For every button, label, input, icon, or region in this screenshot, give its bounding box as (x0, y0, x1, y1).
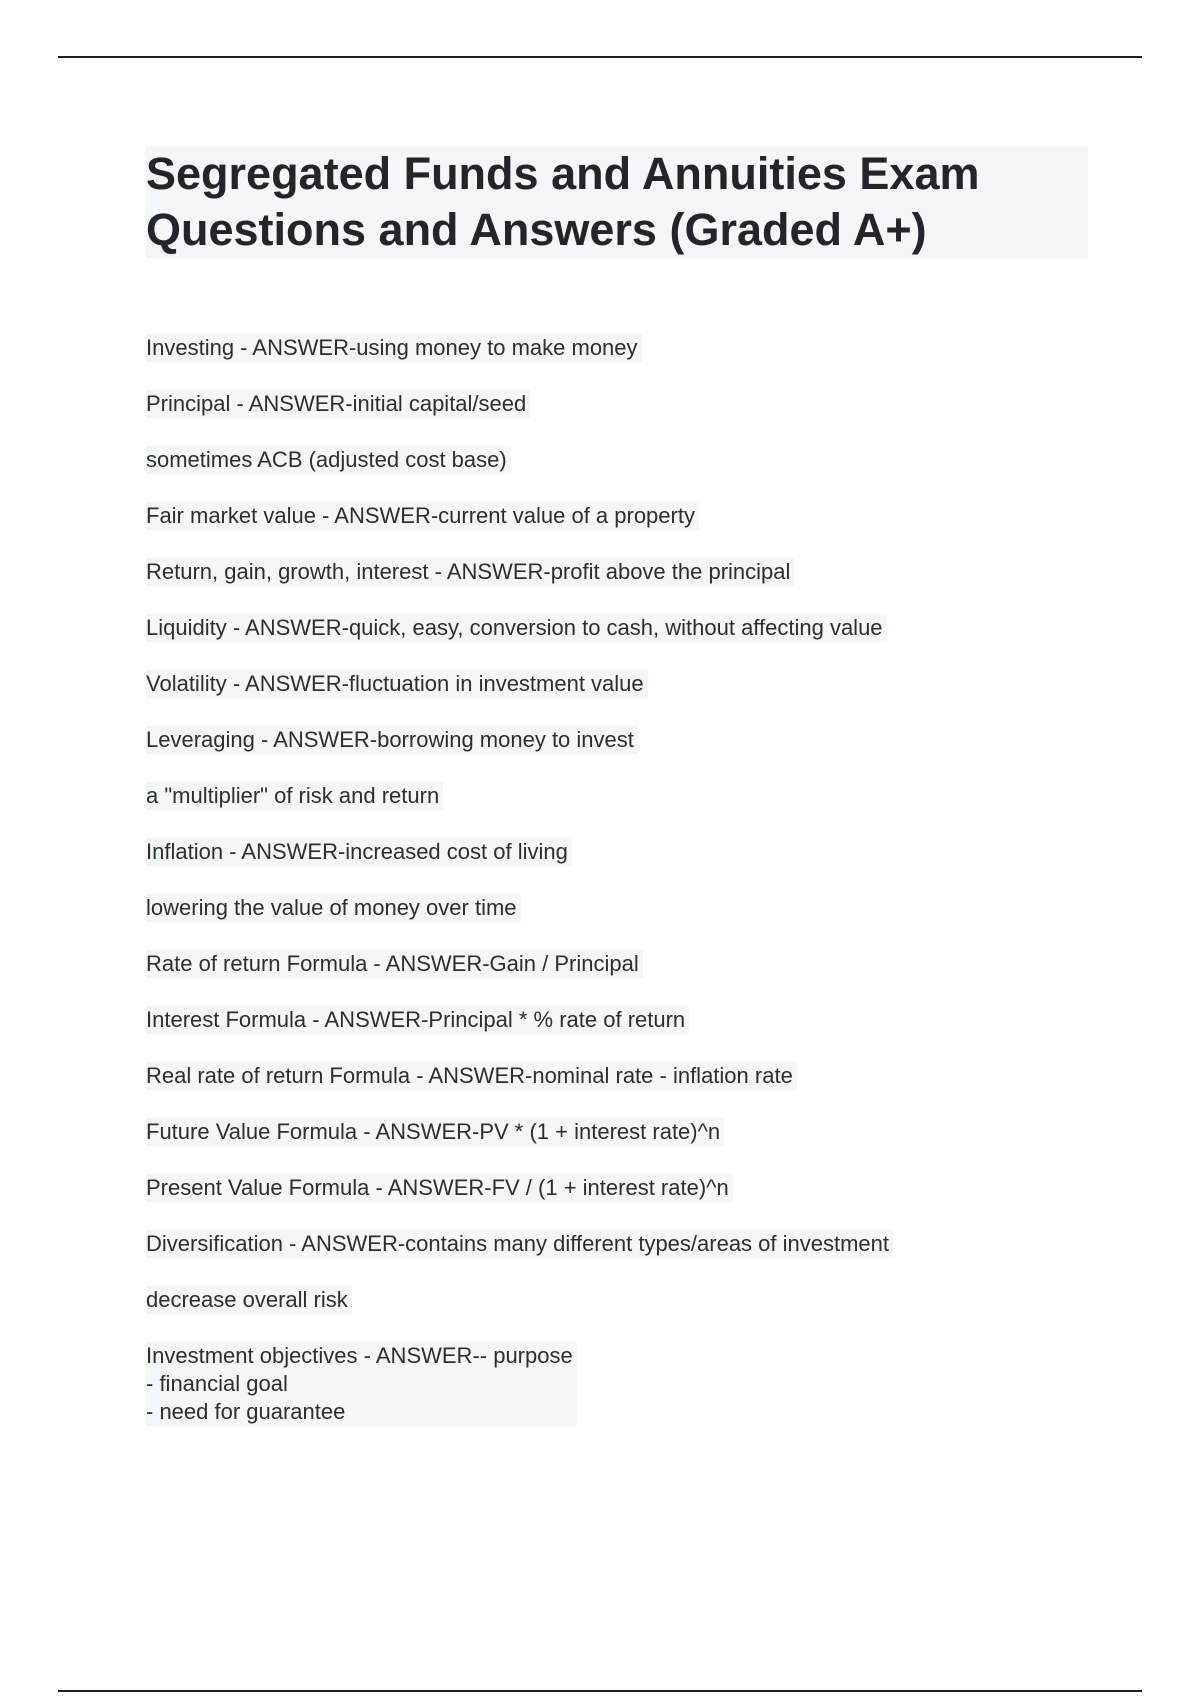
entry-text: Investing - ANSWER-using money to make money (146, 334, 642, 362)
list-item (146, 950, 1106, 1006)
title-line-1: Segregated Funds and Annuities Exam (146, 148, 980, 199)
entry-text: Real rate of return Formula - ANSWER-nominal rate - inflation rate (146, 1062, 797, 1090)
entry-line: - need for guarantee (146, 1399, 346, 1424)
qa-list (146, 334, 1106, 1426)
entry-text: sometimes ACB (adjusted cost base) (146, 446, 511, 474)
list-item (146, 782, 1106, 838)
list-item (146, 1062, 1106, 1118)
entry-text: Return, gain, growth, interest - ANSWER-profit above the principal (146, 558, 794, 586)
entry-line: Investment objectives - ANSWER-- purpose (146, 1343, 573, 1368)
list-item (146, 390, 1106, 446)
list-item (146, 334, 1106, 390)
entry-text: Present Value Formula - ANSWER-FV / (1 + interest rate)^n (146, 1174, 733, 1202)
list-item (146, 1118, 1106, 1174)
title-line-2: Questions and Answers (Graded A+) (146, 204, 927, 255)
top-divider (58, 56, 1142, 58)
title-block (146, 146, 1088, 258)
entry-text: Liquidity - ANSWER-quick, easy, conversion to cash, without affecting value (146, 614, 887, 642)
list-item (146, 726, 1106, 782)
list-item (146, 1006, 1106, 1062)
list-item (146, 614, 1106, 670)
bottom-divider (58, 1690, 1142, 1692)
list-item (146, 502, 1106, 558)
list-item (146, 1342, 1106, 1426)
entry-text: decrease overall risk (146, 1286, 352, 1314)
entry-text: Interest Formula - ANSWER-Principal * % rate of return (146, 1006, 689, 1034)
entry-text: lowering the value of money over time (146, 894, 521, 922)
list-item (146, 1286, 1106, 1342)
entry-text: Leveraging - ANSWER-borrowing money to invest (146, 726, 638, 754)
list-item (146, 670, 1106, 726)
list-item (146, 1174, 1106, 1230)
entry-text: Inflation - ANSWER-increased cost of living (146, 838, 572, 866)
entry-text: a "multiplier" of risk and return (146, 782, 443, 810)
page-title (146, 146, 1088, 258)
entry-text: Volatility - ANSWER-fluctuation in investment value (146, 670, 648, 698)
entry-text: Fair market value - ANSWER-current value of a property (146, 502, 699, 530)
entry-text-multiline (146, 1342, 577, 1426)
list-item (146, 558, 1106, 614)
list-item (146, 1230, 1106, 1286)
entry-text: Rate of return Formula - ANSWER-Gain / Principal (146, 950, 643, 978)
list-item (146, 838, 1106, 894)
entry-text: Principal - ANSWER-initial capital/seed (146, 390, 530, 418)
list-item (146, 894, 1106, 950)
entry-line: - financial goal (146, 1371, 288, 1396)
entry-text: Diversification - ANSWER-contains many different types/areas of investment (146, 1230, 893, 1258)
entry-text: Future Value Formula - ANSWER-PV * (1 + interest rate)^n (146, 1118, 724, 1146)
list-item (146, 446, 1106, 502)
